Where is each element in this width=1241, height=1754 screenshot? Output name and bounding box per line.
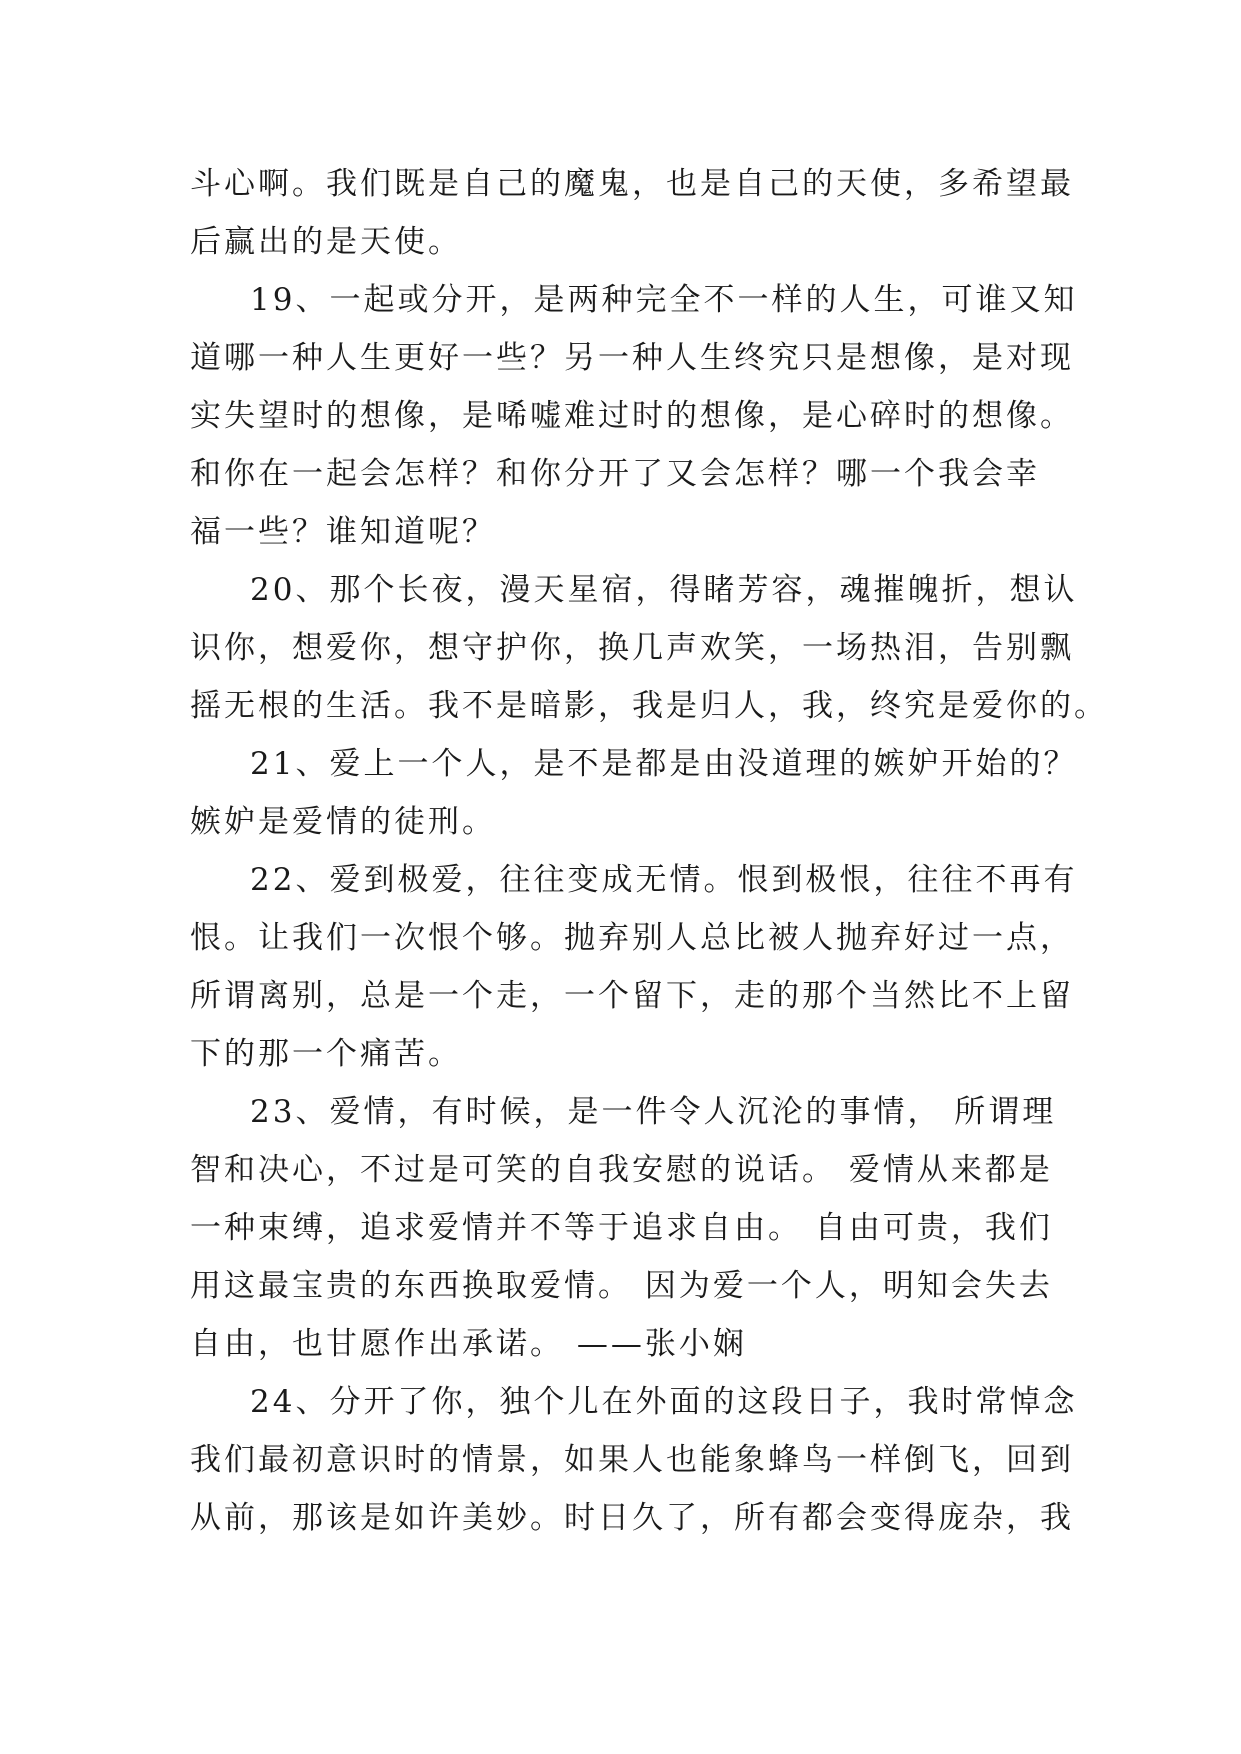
text-line: 所谓离别，总是一个走，一个留下，走的那个当然比不上留 (190, 978, 1074, 1014)
text-line: 斗心啊。我们既是自己的魔鬼，也是自己的天使，多希望最 (190, 166, 1074, 202)
text-line: 福一些？谁知道呢？ (190, 514, 496, 550)
text-line: 从前，那该是如许美妙。时日久了，所有都会变得庞杂，我 (190, 1500, 1074, 1536)
text-line: 识你，想爱你，想守护你，换几声欢笑，一场热泪，告别飘 (190, 630, 1074, 666)
text-line: 智和决心，不过是可笑的自我安慰的说话。 爱情从来都是 (190, 1152, 1053, 1188)
text-line: 实失望时的想像，是唏嘘难过时的想像，是心碎时的想像。 (190, 398, 1074, 434)
text-line: 道哪一种人生更好一些？另一种人生终究只是想像，是对现 (190, 340, 1074, 376)
text-line: 后赢出的是天使。 (190, 224, 462, 260)
text-line: 24、分开了你，独个儿在外面的这段日子，我时常悼念 (250, 1384, 1078, 1420)
text-line: 21、爱上一个人，是不是都是由没道理的嫉妒开始的？ (250, 746, 1078, 782)
text-line: 摇无根的生活。我不是暗影，我是归人，我，终究是爱你的。 (190, 688, 1108, 724)
text-line: 嫉妒是爱情的徒刑。 (190, 804, 496, 840)
text-line: 22、爱到极爱，往往变成无情。恨到极恨，往往不再有 (250, 862, 1078, 898)
document-page (190, 155, 1108, 1547)
text-line: 我们最初意识时的情景，如果人也能象蜂鸟一样倒飞，回到 (190, 1442, 1074, 1478)
text-line: 下的那一个痛苦。 (190, 1036, 462, 1072)
text-line: 一种束缚，追求爱情并不等于追求自由。 自由可贵，我们 (190, 1210, 1053, 1246)
text-line: 用这最宝贵的东西换取爱情。 因为爱一个人，明知会失去 (190, 1268, 1053, 1304)
text-line: 恨。让我们一次恨个够。抛弃别人总比被人抛弃好过一点， (190, 920, 1074, 956)
text-line: 自由，也甘愿作出承诺。 ——张小娴 (190, 1326, 747, 1362)
text-line: 19、一起或分开，是两种完全不一样的人生，可谁又知 (250, 282, 1078, 318)
text-line: 23、爱情，有时候，是一件令人沉沦的事情， 所谓理 (250, 1094, 1057, 1130)
text-line: 20、那个长夜，漫天星宿，得睹芳容，魂摧魄折，想认 (250, 572, 1078, 608)
text-line: 和你在一起会怎样？和你分开了又会怎样？哪一个我会幸 (190, 456, 1040, 492)
